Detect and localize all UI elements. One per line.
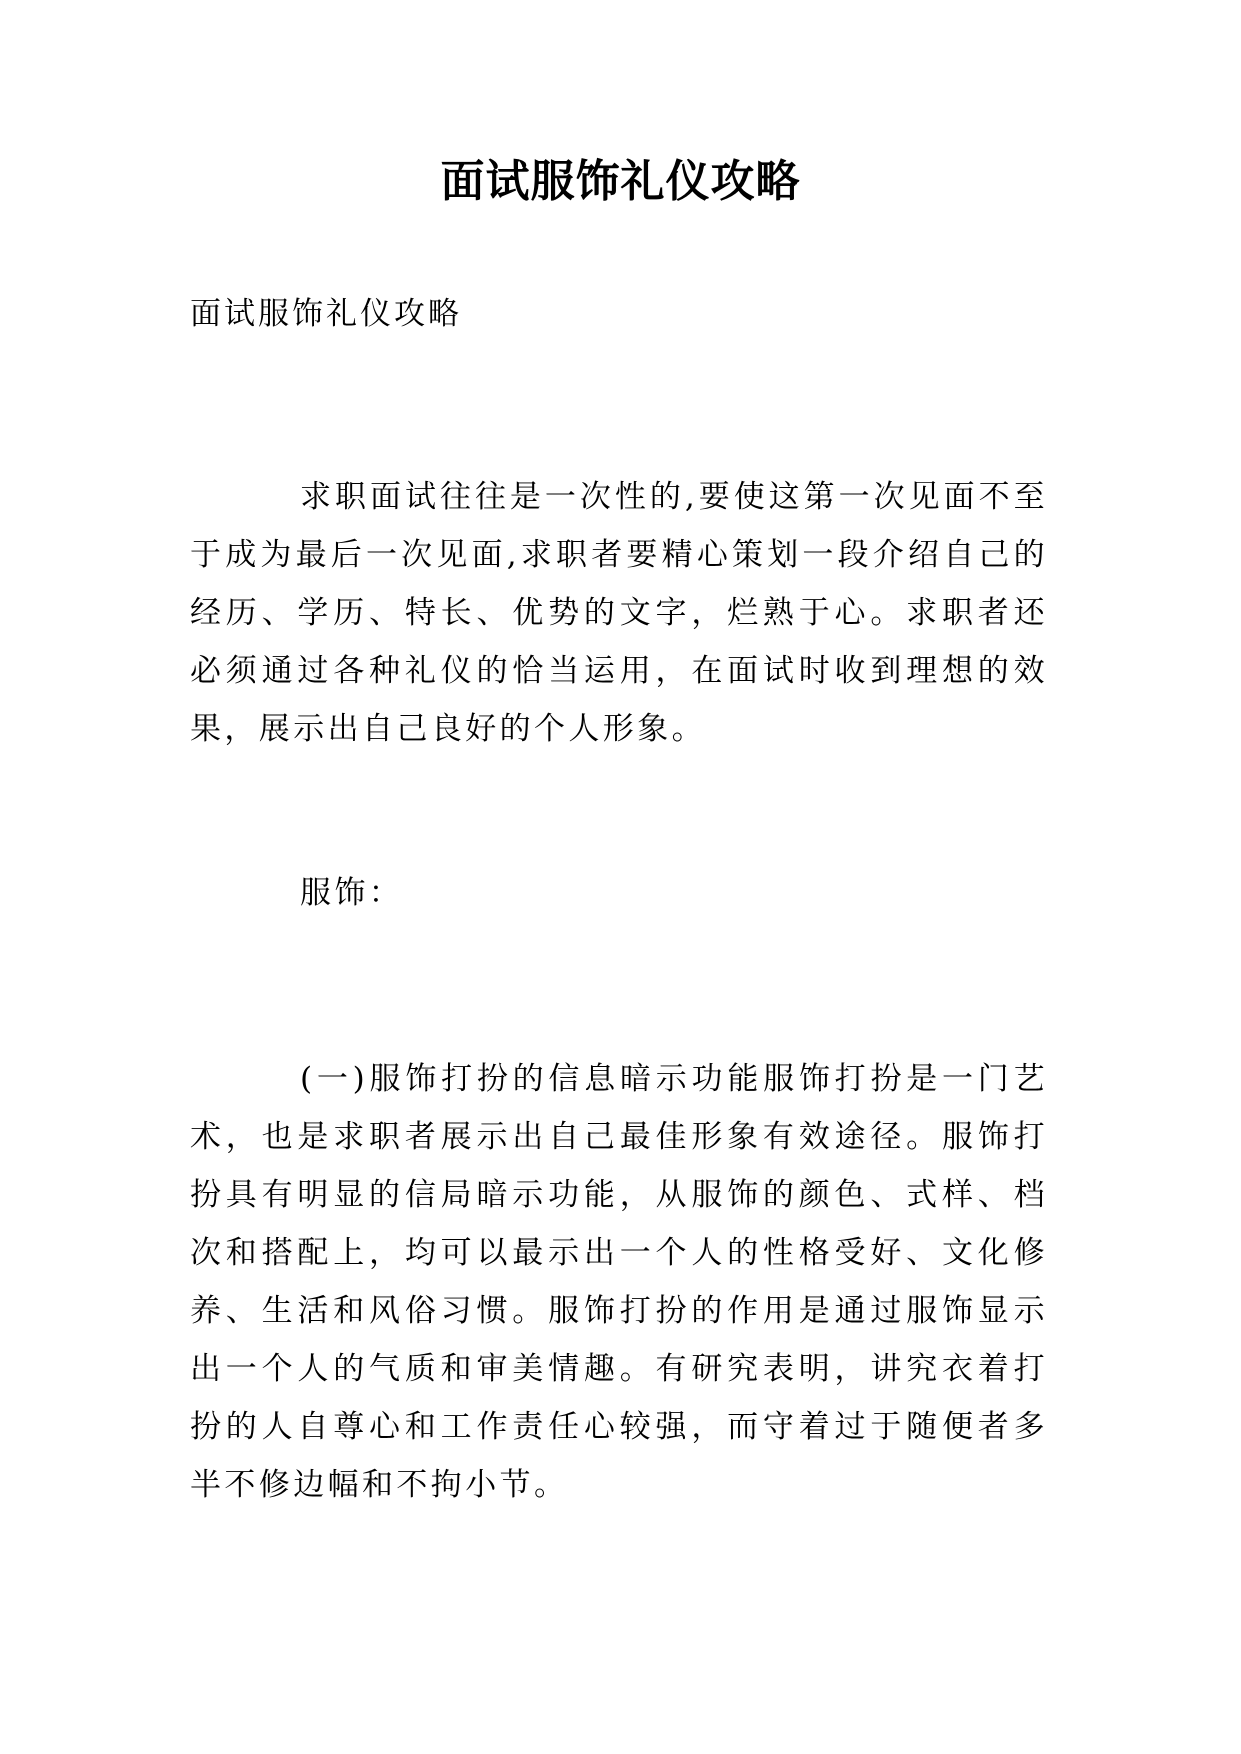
paragraph-clothing-signal: (一)服饰打扮的信息暗示功能服饰打扮是一门艺术，也是求职者展示出自己最佳形象有效途径。服饰打扮具有明显的信局暗示功能，从服饰的颜色、式样、档次和搭配上，均可以最示出一个人的性格受好、文化修养、生活和风俗习惯。服饰打扮的作用是通过服饰显示出一个人的气质和审美情趣。有研究表明，讲究衣着打扮的人自尊心和工作责任心较强，而守着过于随便者多半不修边幅和不拘小节。	[190, 1061, 1048, 1503]
paragraph-heading-clothing: 服饰：	[300, 875, 404, 911]
document-title: 面试服饰礼仪攻略	[440, 156, 801, 207]
document-subtitle: 面试服饰礼仪攻略	[190, 296, 462, 332]
paragraph-intro: 求职面试往往是一次性的,要使这第一次见面不至于成为最后一次见面,求职者要精心策划一段介绍自己的经历、学历、特长、优势的文字，烂熟于心。求职者还必须通过各种礼仪的恰当运用，在面试时收到理想的效果，展示出自己良好的个人形象。	[190, 479, 1048, 747]
